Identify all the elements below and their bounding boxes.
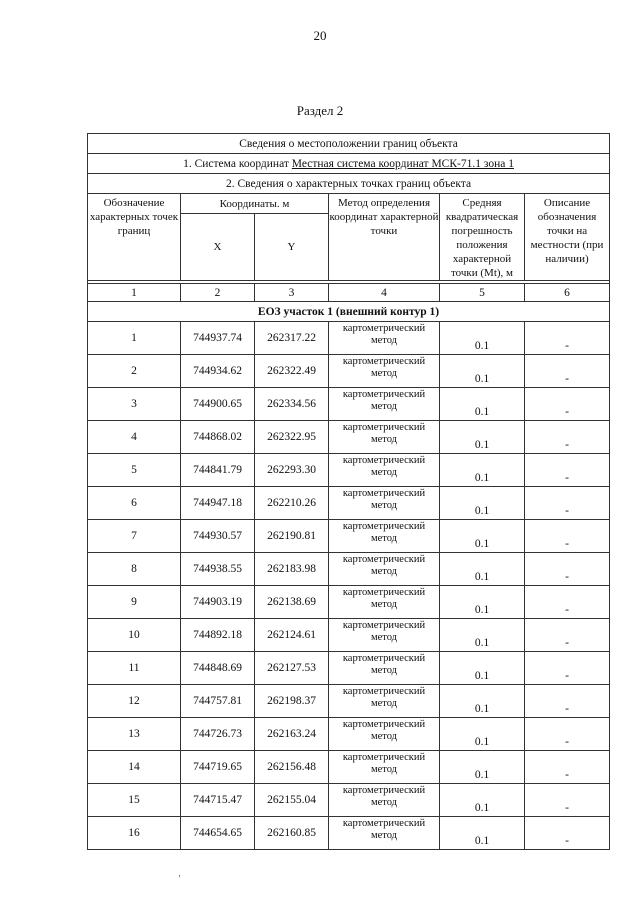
header-x: X [181, 214, 255, 281]
header-y: Y [255, 214, 329, 281]
coord-y: 262317.22 [255, 322, 329, 355]
table-row [88, 619, 610, 652]
coord-y: 262160.85 [255, 817, 329, 850]
accuracy: 0.1 [440, 421, 525, 454]
coord-y: 262124.61 [255, 619, 329, 652]
point-number: 15 [88, 784, 181, 817]
table-row [88, 520, 610, 553]
table-row [88, 817, 610, 850]
coord-y: 262183.98 [255, 553, 329, 586]
description: - [525, 487, 610, 520]
coord-x: 744868.02 [181, 421, 255, 454]
description: - [525, 388, 610, 421]
coord-y: 262322.49 [255, 355, 329, 388]
coord-y: 262156.48 [255, 751, 329, 784]
accuracy: 0.1 [440, 652, 525, 685]
table-row [88, 388, 610, 421]
header-coordinates: Координаты. м [181, 194, 329, 214]
method: картометрический метод [329, 355, 440, 388]
point-number: 11 [88, 652, 181, 685]
point-number: 14 [88, 751, 181, 784]
coord-y: 262138.69 [255, 586, 329, 619]
method: картометрический метод [329, 685, 440, 718]
section-title: Раздел 2 [296, 103, 344, 118]
table-row [88, 718, 610, 751]
method: картометрический метод [329, 586, 440, 619]
accuracy: 0.1 [440, 454, 525, 487]
footer-mark: ‚ [178, 868, 181, 878]
column-number: 1 [88, 284, 181, 302]
coord-y: 262322.95 [255, 421, 329, 454]
description: - [525, 784, 610, 817]
coord-x: 744841.79 [181, 454, 255, 487]
column-number: 2 [181, 284, 255, 302]
table-row [88, 322, 610, 355]
description: - [525, 421, 610, 454]
point-number: 16 [88, 817, 181, 850]
table-row [88, 355, 610, 388]
coord-x: 744654.65 [181, 817, 255, 850]
method: картометрический метод [329, 718, 440, 751]
description: - [525, 355, 610, 388]
accuracy: 0.1 [440, 751, 525, 784]
description: - [525, 454, 610, 487]
header-accuracy: Средняя квадратическая погрешность положения характерной точки (Mt), м [440, 194, 525, 281]
method: картометрический метод [329, 784, 440, 817]
coord-x: 744900.65 [181, 388, 255, 421]
table-title: Сведения о местоположении границ объекта [88, 134, 610, 154]
accuracy: 0.1 [440, 355, 525, 388]
method: картометрический метод [329, 817, 440, 850]
description: - [525, 553, 610, 586]
table-row [88, 421, 610, 454]
method: картометрический метод [329, 454, 440, 487]
point-number: 5 [88, 454, 181, 487]
point-number: 1 [88, 322, 181, 355]
coord-x: 744947.18 [181, 487, 255, 520]
coord-y: 262155.04 [255, 784, 329, 817]
coord-y: 262127.53 [255, 652, 329, 685]
coord-x: 744757.81 [181, 685, 255, 718]
description: - [525, 817, 610, 850]
description: - [525, 718, 610, 751]
point-number: 7 [88, 520, 181, 553]
method: картометрический метод [329, 388, 440, 421]
coord-x: 744719.65 [181, 751, 255, 784]
accuracy: 0.1 [440, 685, 525, 718]
description: - [525, 619, 610, 652]
point-number: 3 [88, 388, 181, 421]
points-title: 2. Сведения о характерных точках границ объекта [88, 174, 610, 194]
method: картометрический метод [329, 553, 440, 586]
method: картометрический метод [329, 520, 440, 553]
table-row [88, 553, 610, 586]
coord-x: 744726.73 [181, 718, 255, 751]
coord-x: 744938.55 [181, 553, 255, 586]
coord-system-name: Местная система координат МСК-71.1 зона 1 [291, 157, 514, 170]
method: картометрический метод [329, 322, 440, 355]
point-number: 10 [88, 619, 181, 652]
coord-x: 744715.47 [181, 784, 255, 817]
coord-x: 744937.74 [181, 322, 255, 355]
table-row [88, 685, 610, 718]
accuracy: 0.1 [440, 817, 525, 850]
table-row [88, 751, 610, 784]
table-row [88, 487, 610, 520]
column-number: 3 [255, 284, 329, 302]
accuracy: 0.1 [440, 322, 525, 355]
method: картометрический метод [329, 421, 440, 454]
coord-y: 262198.37 [255, 685, 329, 718]
point-number: 9 [88, 586, 181, 619]
coord-x: 744930.57 [181, 520, 255, 553]
coord-y: 262293.30 [255, 454, 329, 487]
method: картометрический метод [329, 487, 440, 520]
table-row [88, 784, 610, 817]
accuracy: 0.1 [440, 553, 525, 586]
point-number: 2 [88, 355, 181, 388]
coord-y: 262210.26 [255, 487, 329, 520]
coord-x: 744934.62 [181, 355, 255, 388]
accuracy: 0.1 [440, 718, 525, 751]
point-number: 8 [88, 553, 181, 586]
method: картометрический метод [329, 652, 440, 685]
coord-x: 744848.69 [181, 652, 255, 685]
table-row [88, 652, 610, 685]
description: - [525, 322, 610, 355]
description: - [525, 652, 610, 685]
point-number: 6 [88, 487, 181, 520]
boundary-points-table [87, 133, 610, 850]
coord-system-row [88, 154, 610, 174]
description: - [525, 751, 610, 784]
accuracy: 0.1 [440, 619, 525, 652]
description: - [525, 586, 610, 619]
method: картометрический метод [329, 619, 440, 652]
point-number: 12 [88, 685, 181, 718]
header-method: Метод определения координат характерной точки [329, 194, 440, 281]
description: - [525, 685, 610, 718]
point-number: 13 [88, 718, 181, 751]
accuracy: 0.1 [440, 520, 525, 553]
coord-x: 744892.18 [181, 619, 255, 652]
description: - [525, 520, 610, 553]
coord-y: 262190.81 [255, 520, 329, 553]
accuracy: 0.1 [440, 784, 525, 817]
header-designation: Обозначение характерных точек границ [88, 194, 181, 281]
accuracy: 0.1 [440, 388, 525, 421]
method: картометрический метод [329, 751, 440, 784]
accuracy: 0.1 [440, 487, 525, 520]
table-subtitle: ЕОЗ участок 1 (внешний контур 1) [88, 302, 610, 322]
table-row [88, 586, 610, 619]
coord-y: 262163.24 [255, 718, 329, 751]
page-number: 20 [313, 28, 327, 43]
column-number: 5 [440, 284, 525, 302]
column-number: 4 [329, 284, 440, 302]
coord-y: 262334.56 [255, 388, 329, 421]
coord-system-prefix: 1. Система координат [183, 157, 292, 170]
table-row [88, 454, 610, 487]
coord-x: 744903.19 [181, 586, 255, 619]
column-number: 6 [525, 284, 610, 302]
point-number: 4 [88, 421, 181, 454]
header-description: Описание обозначения точки на местности (при наличии) [525, 194, 610, 281]
accuracy: 0.1 [440, 586, 525, 619]
